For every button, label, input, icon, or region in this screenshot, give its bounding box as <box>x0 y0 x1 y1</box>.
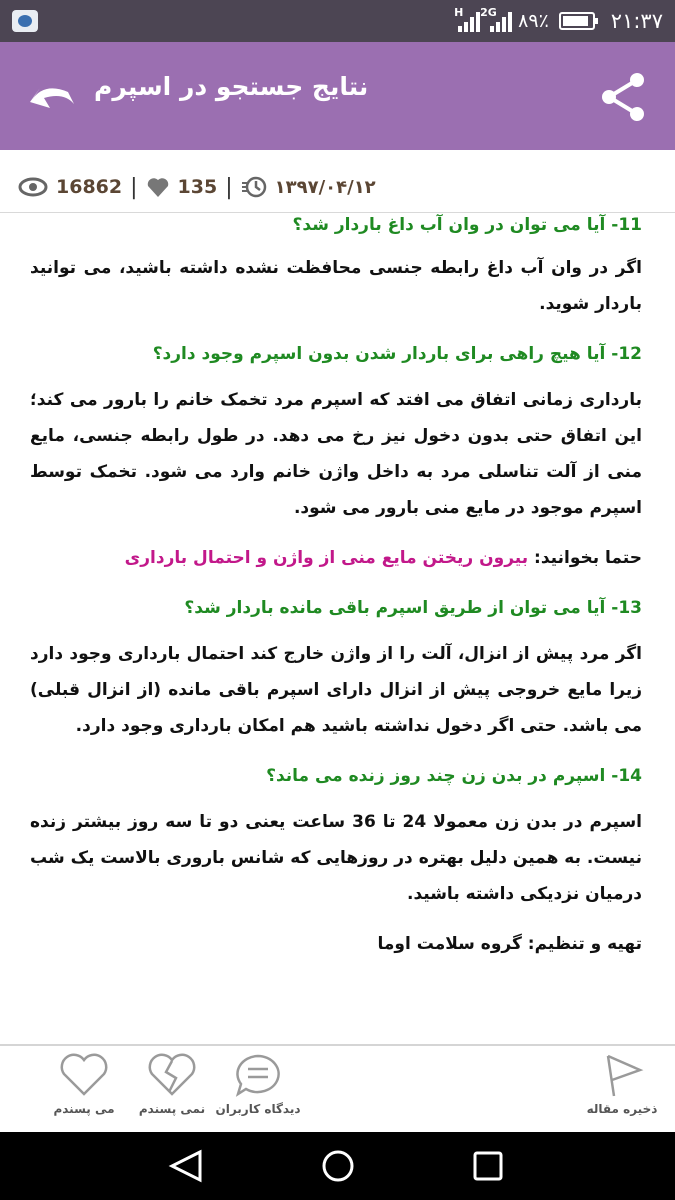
answer-paragraph: بارداری زمانی اتفاق می افتد که اسپرم مرد تخمک خانم را بارور می کند؛ این اتفاق حتی بدون دخول نیز رخ می دهد. در طول رابطه جنسی، مایع منی از آلت تناسلی مرد به داخل واژن خانم وارد می شود. تخمک توسط اسپرم موجود در مایع منی بارور می شود. <box>30 390 642 518</box>
page-title: نتایج جستجو در اسپرم <box>94 72 369 101</box>
save-article-label: ذخیره مقاله <box>586 1102 658 1116</box>
comments-button[interactable] <box>210 1052 306 1128</box>
meta-separator: | <box>130 174 138 200</box>
publish-date: ۱۳۹۷/۰۴/۱۲ <box>274 176 376 198</box>
battery-level-fill <box>563 16 588 26</box>
like-button[interactable] <box>36 1052 132 1128</box>
must-read-label: حتما بخوانید: <box>534 548 642 568</box>
comment-bubble-icon <box>232 1052 284 1098</box>
nav-recents-icon[interactable] <box>468 1148 508 1184</box>
heart-icon <box>146 176 170 198</box>
app-bar <box>0 42 675 150</box>
clock-icon <box>241 175 267 199</box>
nav-back-icon[interactable] <box>166 1148 206 1184</box>
clock: ۲۱:۳۷ <box>610 9 663 33</box>
like-label: می پسندم <box>53 1102 115 1116</box>
article-body <box>30 210 642 976</box>
question-heading: 14- اسپرم در بدن زن چند روز زنده می ماند؟ <box>266 766 642 786</box>
network-type-label-1: H <box>454 6 464 19</box>
save-article-button[interactable] <box>574 1052 670 1128</box>
status-indicators <box>454 6 663 36</box>
must-read <box>30 540 642 576</box>
network-type-label-2: 2G <box>480 6 497 19</box>
question-heading: 13- آیا می توان از طریق اسپرم باقی مانده باردار شد؟ <box>184 598 642 618</box>
dislike-button[interactable] <box>124 1052 220 1128</box>
answer-paragraph: اسپرم در بدن زن معمولا 24 تا 36 ساعت یعنی دو تا سه روز بیشتر زنده نیست. به همین دلیل بهتره در روزهایی که شانس باروری بالاست یک شب درمیان نزدیکی داشته باشید. <box>30 812 643 904</box>
answer-paragraph: اگر مرد پیش از انزال، آلت را از واژن خارج کند احتمال بارداری وجود دارد زیرا مایع خروجی پیش از انزال دارای اسپرم باقی مانده (از انزال قبلی) می باشد. حتی اگر دخول نداشته باشید هم امکان بارداری وجود دارد. <box>30 644 642 736</box>
question-heading: 12- آیا هیچ راهی برای باردار شدن بدون اسپرم وجود دارد؟ <box>152 344 642 364</box>
status-bar <box>0 0 675 42</box>
share-icon[interactable] <box>597 70 651 124</box>
system-nav-bar <box>0 1132 675 1200</box>
signal-strength-icon-1 <box>454 6 480 32</box>
view-count: 16862 <box>56 176 123 198</box>
article-credit: تهیه و تنظیم: گروه سلامت اوما <box>377 934 642 954</box>
comments-label: دیدگاه کاربران <box>215 1102 301 1116</box>
signal-strength-icon-2 <box>480 6 512 32</box>
article-meta <box>18 170 376 204</box>
meta-separator: | <box>225 174 233 200</box>
heart-outline-icon <box>58 1052 110 1098</box>
question-heading: 11- آیا می توان در وان آب داغ باردار شد؟ <box>292 215 642 235</box>
battery-percent: ٨٩٪ <box>518 10 549 32</box>
answer-paragraph: اگر در وان آب داغ رابطه جنسی محافظت نشده داشته باشید، می توانید باردار شوید. <box>30 258 642 314</box>
battery-icon <box>559 12 595 30</box>
back-arrow-icon[interactable] <box>26 78 78 114</box>
eye-icon <box>18 177 48 197</box>
broken-heart-icon <box>146 1052 198 1098</box>
like-count: 135 <box>177 176 218 198</box>
action-bar <box>0 1046 675 1132</box>
dislike-label: نمی پسندم <box>138 1102 206 1116</box>
must-read-link[interactable]: بیرون ریختن مایع منی از واژن و احتمال بارداری <box>124 548 529 568</box>
flag-icon <box>596 1052 648 1098</box>
app-notification-icon <box>12 10 38 32</box>
nav-home-icon[interactable] <box>318 1148 358 1184</box>
